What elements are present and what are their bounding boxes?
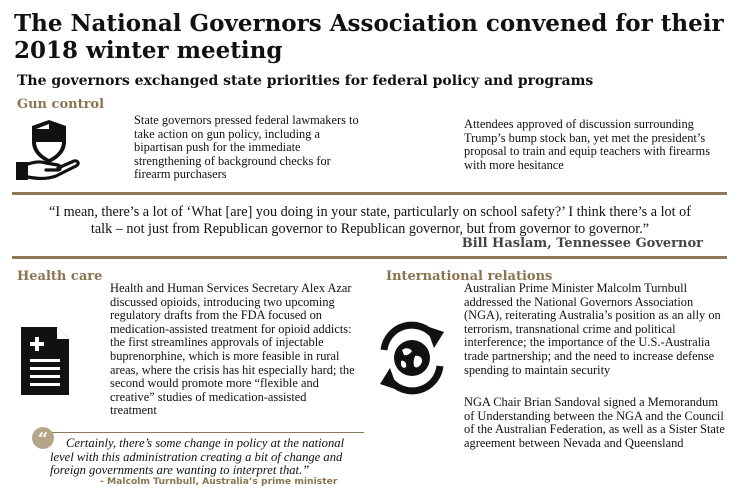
shield-hand-icon xyxy=(14,118,84,184)
gun-control-right-text: Attendees approved of discussion surrounding Trump’s bump stock ban, yet met the president’s proposal to train and equip teachers with firearms with more hesitance xyxy=(464,117,711,172)
health-care-quote xyxy=(50,437,370,478)
section-label-health-care: Health care xyxy=(17,269,103,284)
page-subtitle: The governors exchanged state priorities for federal policy and programs xyxy=(17,73,594,89)
health-care-quote-rest: level with this administration creating a bit of change and foreign governments are wanting to interpret that.” xyxy=(50,449,343,477)
main-quote: “I mean, there’s a lot of ‘What [are] you doing in your state, particularly on school safety?’ I think there’s a lot of talk – not just from Republican governor to Republican governor, but from governor to governor.” xyxy=(49,204,691,237)
section-label-gun-control: Gun control xyxy=(17,97,105,112)
main-quote-attribution: Bill Haslam, Tennessee Governor xyxy=(461,236,703,251)
medical-document-icon xyxy=(19,325,71,397)
health-care-quote-line1: Certainly, there’s some change in policy at the national xyxy=(66,436,345,450)
gun-control-left-text: State governors pressed federal lawmakers to take action on gun policy, including a bipartisan push for the immediate strengthening of background checks for firearm purchasers xyxy=(134,113,359,182)
section-label-international: International relations xyxy=(386,269,553,284)
health-care-quote-attribution: - Malcolm Turnbull, Australia’s prime minister xyxy=(100,476,338,487)
globe-arrows-icon xyxy=(374,320,450,396)
small-quote-rule xyxy=(50,432,364,433)
quote-mark-icon: “ xyxy=(32,427,54,449)
health-care-text: Health and Human Services Secretary Alex Azar discussed opioids, introducing two upcoming regulatory drafts from the FDA focused on medication-assisted treatment for opioid addicts: the first streamlines approvals of injectable buprenorphine, which is more feasible in rural areas, where the crisis has hit especially hard; the second would promote more “flexible and creative” studies of medication-assisted treatment xyxy=(110,281,355,418)
international-text-2: NGA Chair Brian Sandoval signed a Memorandum of Understanding between the NGA and the Council of the Australian Federation, as well as a Sister State agreement between Nevada and Queensland xyxy=(464,395,725,450)
divider-top xyxy=(12,192,727,195)
divider-bottom xyxy=(12,256,727,259)
international-text-1: Australian Prime Minister Malcolm Turnbull addressed the National Governors Association (NGA), reiterating Australia’s position as an ally on terrorism, transnational crime and political interference; the importance of the U.S.-Australia trade partnership; and the need to increase defense spending to maintain security xyxy=(464,281,721,377)
page-title: The National Governors Association convened for their 2018 winter meeting xyxy=(14,10,724,64)
